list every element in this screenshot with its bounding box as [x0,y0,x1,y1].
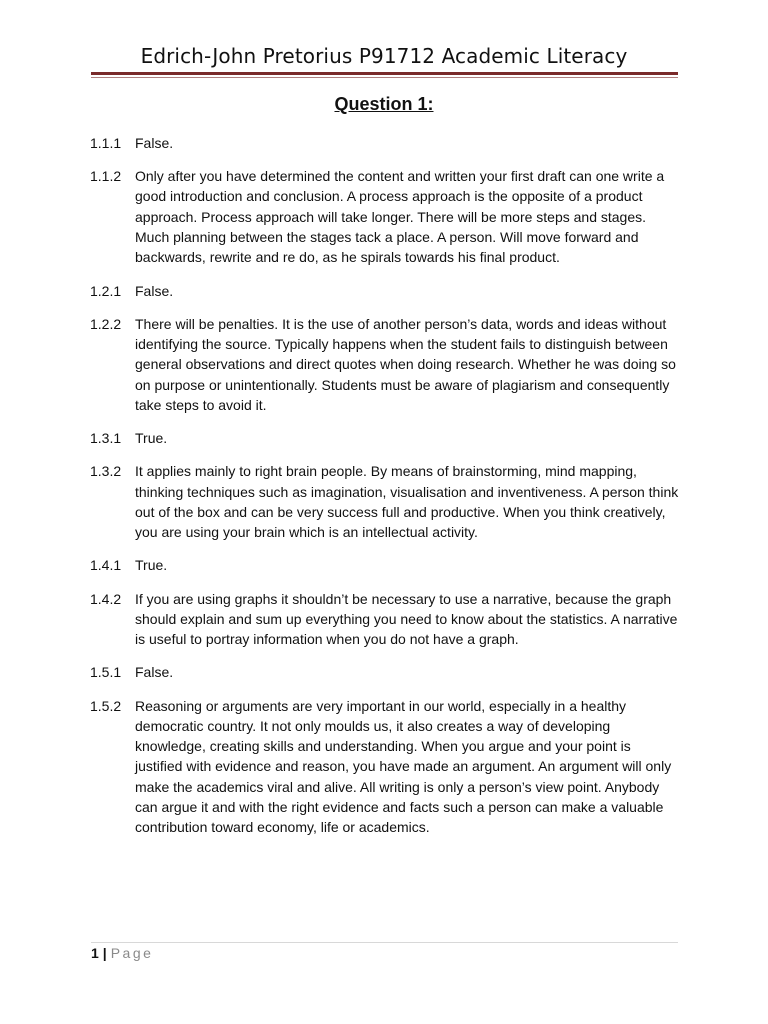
answer-number: 1.5.1 [90,664,122,681]
question-heading: Question 1: [334,94,434,114]
answer-text: Reasoning or arguments are very important in our world, especially in a healthy democratic country. It not only moulds us, it also creates a way of developing knowledge, creating skills and understanding. When you argue and your point is justified with evidence and reason, you have made an argument. An argument will only make the academics viral and alive. All writing is only a person’s view point. Anybody can argue it and with the right evidence and facts such a person can make a valuable contribution toward economy, life or academics. [135,697,672,836]
header-rule [91,72,678,75]
answer-item [90,461,680,542]
footer-rule [91,942,678,943]
answer-item [90,555,680,575]
answer-text: False. [135,135,174,151]
answer-number: 1.1.2 [90,168,122,185]
answer-text: There will be penalties. It is the use of another person’s data, words and ideas without identifying the source. Typically happens when the student fails to distinguish between general observations and direct quotes when doing research. Whether he was doing so on purpose or unintentionally. Students must be aware of plagiarism and consequently take steps to avoid it. [135,315,676,413]
answer-item [90,589,680,650]
page-number: 1 [91,945,99,961]
answer-item [90,428,680,448]
footer-separator: | [102,945,107,961]
answer-item [90,314,680,415]
answer-number: 1.2.1 [90,282,122,299]
answer-number: 1.1.1 [90,135,122,151]
answer-number: 1.2.2 [90,315,122,332]
answer-number: 1.3.1 [90,430,122,447]
answer-number: 1.3.2 [90,463,122,480]
answer-text: False. [135,282,174,299]
answer-text: If you are using graphs it shouldn’t be necessary to use a narrative, because the graph should explain and sum up everything you need to know about the statistics. A narrative is useful to portray information when you do not have a graph. [135,590,678,648]
answer-text: True. [135,557,168,574]
answer-text: True. [135,430,168,447]
answer-number: 1.4.1 [90,557,122,574]
answer-number: 1.4.2 [90,590,122,607]
header-title: Edrich-John Pretorius P91712 Academic Literacy [140,44,628,68]
answer-text: Only after you have determined the content and written your first draft can one write a good introduction and conclusion. A process approach is the opposite of a product approach. Process approach will take longer. There will be more steps and stages. Much planning between the stages tack a place. A person. Will move forward and backwards, rewrite and re do, as he spirals towards his final product. [135,168,665,266]
answer-list [90,133,680,851]
answer-item [90,166,680,267]
page-label: Page [110,945,154,961]
page-footer [91,944,153,962]
answer-item [90,281,680,301]
answer-number: 1.5.2 [90,697,122,714]
answer-item [90,662,680,682]
header-rule-thin [91,77,678,78]
answer-text: It applies mainly to right brain people. By means of brainstorming, mind mapping, thinking techniques such as imagination, visualisation and inventiveness. A person think out of the box and can be very success full and productive. When you think creatively, you are using your brain which is an intellectual activity. [135,463,679,541]
answer-item [90,133,680,153]
answer-item [90,696,680,838]
answer-text: False. [135,664,174,681]
